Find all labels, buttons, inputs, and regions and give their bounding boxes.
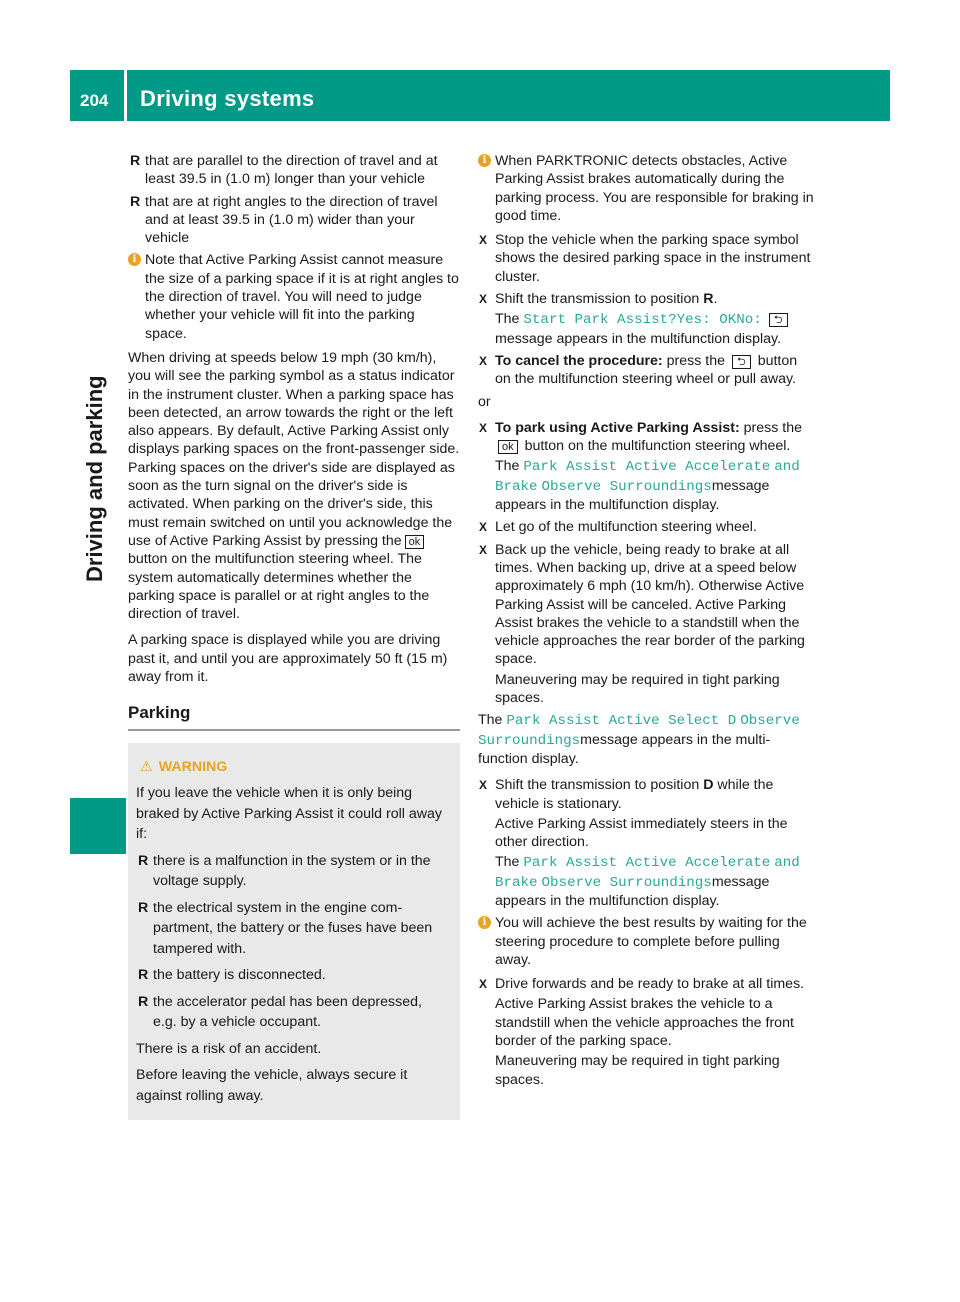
display-message: Observe Surroundings [541, 478, 712, 495]
display-message: Observe Surroundings [541, 874, 712, 891]
warning-intro: If you leave the vehicle when it is only being braked by Active Parking Assist it could roll away if: [136, 785, 442, 843]
step-text: Back up the vehicle, being ready to brake at all times. When backing up, drive at a speed below approximately 6 mph (10 km/h). Otherwise Active Parking Assist will be canceled. Active Parking Assist brakes the vehicle to a standstill when the vehicle approaches the rear border of the parking space. [495, 541, 805, 668]
list-item [128, 152, 460, 189]
display-message: Park Assist Active Select D [506, 713, 737, 730]
paragraph-text: When driving at speeds below 19 mph (30 km/h), you will see the parking symbol as a status indicator in the instrument cluster. When a parking space has been detected, an arrow towards the right or the left also appears. By default, Active Parking Assist only displays parking spaces on the front-passenger side. Parking spaces on the driver's side are displayed as soon as the turn signal on the driver's side is activated. When parking on the driver's side, this must remain switched on until you acknowledge the use of Active Parking Assist by pressing the [128, 349, 460, 549]
step-item [478, 975, 814, 1089]
paragraph: A parking space is displayed while you are driving past it, and until you are approximately 50 ft (15 m) away from it. [128, 632, 448, 686]
step-item [478, 231, 814, 286]
info-note-text: When PARKTRONIC detects obstacles, Active Parking Assist brakes automatically during the parking process. You are responsible for braking in good time. [495, 153, 814, 224]
bullet-text: that are at right angles to the direction of travel and at least 39.5 in (1.0 m) wider than your vehicle [145, 193, 438, 247]
step-heading: To cancel the procedure: [495, 352, 663, 369]
warning-risk: There is a risk of an accident. [136, 1040, 322, 1057]
step-arrow-icon: X [479, 977, 488, 992]
step-text: Shift the transmission to position [495, 777, 700, 794]
step-item [478, 419, 814, 514]
step-arrow-icon: X [479, 520, 488, 535]
paragraph [128, 349, 460, 623]
step-detail [495, 853, 814, 910]
paragraph-text: button on the multifunction steering wheel. The system automatically determines whether the parking space is parallel or at right angles to the direction of travel. [128, 551, 430, 623]
bullet-icon: R [138, 967, 149, 984]
step-detail [495, 457, 814, 514]
bullet-text: there is a malfunction in the system or in the voltage supply. [153, 852, 431, 890]
bullet-text: the accelerator pedal has been depressed, e.g. by a vehicle occupant. [153, 993, 422, 1031]
paragraph-text: message appears in the multifunction display. [478, 731, 771, 767]
step-item [478, 541, 814, 708]
bullet-icon: R [130, 193, 141, 210]
bullet-text: the electrical system in the engine compartment, the battery or the fuses have been tampered with. [153, 899, 433, 957]
step-text: press the [666, 352, 725, 369]
list-item [136, 898, 448, 960]
info-note-text: Note that Active Parking Assist cannot measure the size of a parking space if it is at right angles to the direction of travel. You will need to judge whether your vehicle will fit into the parking space. [145, 252, 459, 342]
display-message: Park Assist Active Accelerate [523, 459, 771, 476]
warning-title [136, 757, 448, 778]
step-text: message appears in the multifunction display. [495, 477, 770, 514]
step-arrow-icon: X [479, 420, 488, 435]
step-text: button on the multifunction steering wheel. [524, 438, 791, 455]
info-note [128, 251, 460, 342]
step-item: X Shift the transmission to position R. The Start Park Assist?Yes: OKNo: ⮌ message appears in the multifunction display. [478, 290, 814, 348]
list-item [136, 992, 448, 1033]
info-icon: i [128, 253, 141, 266]
step-text: message appears in the multifunction display. [495, 873, 770, 909]
bullet-icon: R [138, 899, 149, 916]
step-text: Stop the vehicle when the parking space symbol shows the desired parking space in the instrument cluster. [495, 232, 811, 285]
step-item [478, 776, 814, 910]
ok-button-icon: ok [498, 440, 518, 454]
gear-position: R [703, 291, 714, 308]
list-item [136, 965, 448, 986]
list-item [136, 851, 448, 892]
info-note-text: You will achieve the best results by waiting for the steering procedure to complete before pulling away. [495, 915, 807, 968]
display-message: and Brake [495, 855, 800, 891]
step-text: button on the multifunction steering wheel or pull away. [495, 352, 798, 388]
display-message: Observe [740, 713, 800, 730]
step-arrow-icon: X [479, 233, 488, 248]
step-arrow-icon: X [479, 292, 488, 307]
info-icon: i [478, 916, 491, 929]
step-arrow-icon: X [479, 542, 488, 557]
step-item [478, 518, 814, 536]
step-detail [495, 310, 814, 348]
step-detail: Maneuvering may be required in tight parking spaces. [495, 671, 780, 707]
header-divider [124, 70, 127, 121]
step-detail: Maneuvering may be required in tight parking spaces. [495, 1053, 780, 1088]
paragraph-text: The [478, 712, 503, 729]
step-detail: Active Parking Assist immediately steers in the other direction. [495, 815, 788, 851]
right-column [478, 152, 814, 1093]
step-text: The [495, 458, 520, 475]
info-icon: i [478, 154, 491, 167]
step-heading: To park using Active Parking Assist: [495, 419, 740, 436]
step-text: while the vehicle is stationary. [495, 777, 774, 812]
list-item [128, 193, 460, 248]
bullet-icon: R [138, 852, 149, 869]
step-text: message appears in the multifunction display. [495, 330, 782, 347]
section-heading: Parking [128, 704, 460, 730]
bullet-icon: R [138, 993, 149, 1010]
back-button-icon: ⮌ [732, 355, 751, 369]
left-column [128, 152, 460, 1120]
paragraph [478, 711, 814, 768]
step-detail: Active Parking Assist brakes the vehicle to a standstill when the vehicle approaches the front border of the parking space. [495, 996, 794, 1050]
gear-position: D [703, 777, 714, 794]
warning-title-text: WARNING [158, 758, 228, 775]
warning-box [128, 743, 460, 1121]
ok-button-icon: ok [405, 535, 425, 549]
back-button-icon: ⮌ [769, 313, 788, 327]
step-arrow-icon: X [479, 778, 488, 793]
step-text: The [495, 311, 520, 328]
bullet-text: the battery is disconnected. [153, 967, 326, 984]
bullet-icon: R [130, 153, 141, 169]
display-message: Surroundings [478, 732, 581, 749]
chapter-title: Driving systems [140, 86, 315, 111]
display-message: and Brake [495, 459, 800, 495]
info-note [478, 152, 814, 225]
side-section-label: Driving and parking [82, 375, 107, 582]
step-text: Let go of the multifunction steering wheel. [495, 519, 757, 536]
side-tab-marker [70, 798, 126, 854]
step-text: The [495, 854, 520, 871]
page-number: 204 [80, 91, 109, 110]
warning-advice: Before leaving the vehicle, always secure it against rolling away. [136, 1067, 408, 1104]
step-item [478, 352, 814, 389]
bullet-text: that are parallel to the direction of travel and at least 39.5 in (1.0 m) longer than your vehicle [145, 153, 438, 188]
display-message: Start Park Assist?Yes: OKNo: [523, 312, 762, 329]
display-message: Park Assist Active Accelerate [523, 855, 771, 872]
step-text: Shift the transmission to position [495, 291, 700, 308]
step-arrow-icon: X [479, 353, 488, 368]
step-text: Drive forwards and be ready to brake at all times. [495, 976, 805, 993]
warning-icon: ⚠ [140, 758, 153, 775]
info-note [478, 914, 814, 969]
or-text: or [478, 393, 491, 410]
step-text: press the [743, 419, 802, 436]
